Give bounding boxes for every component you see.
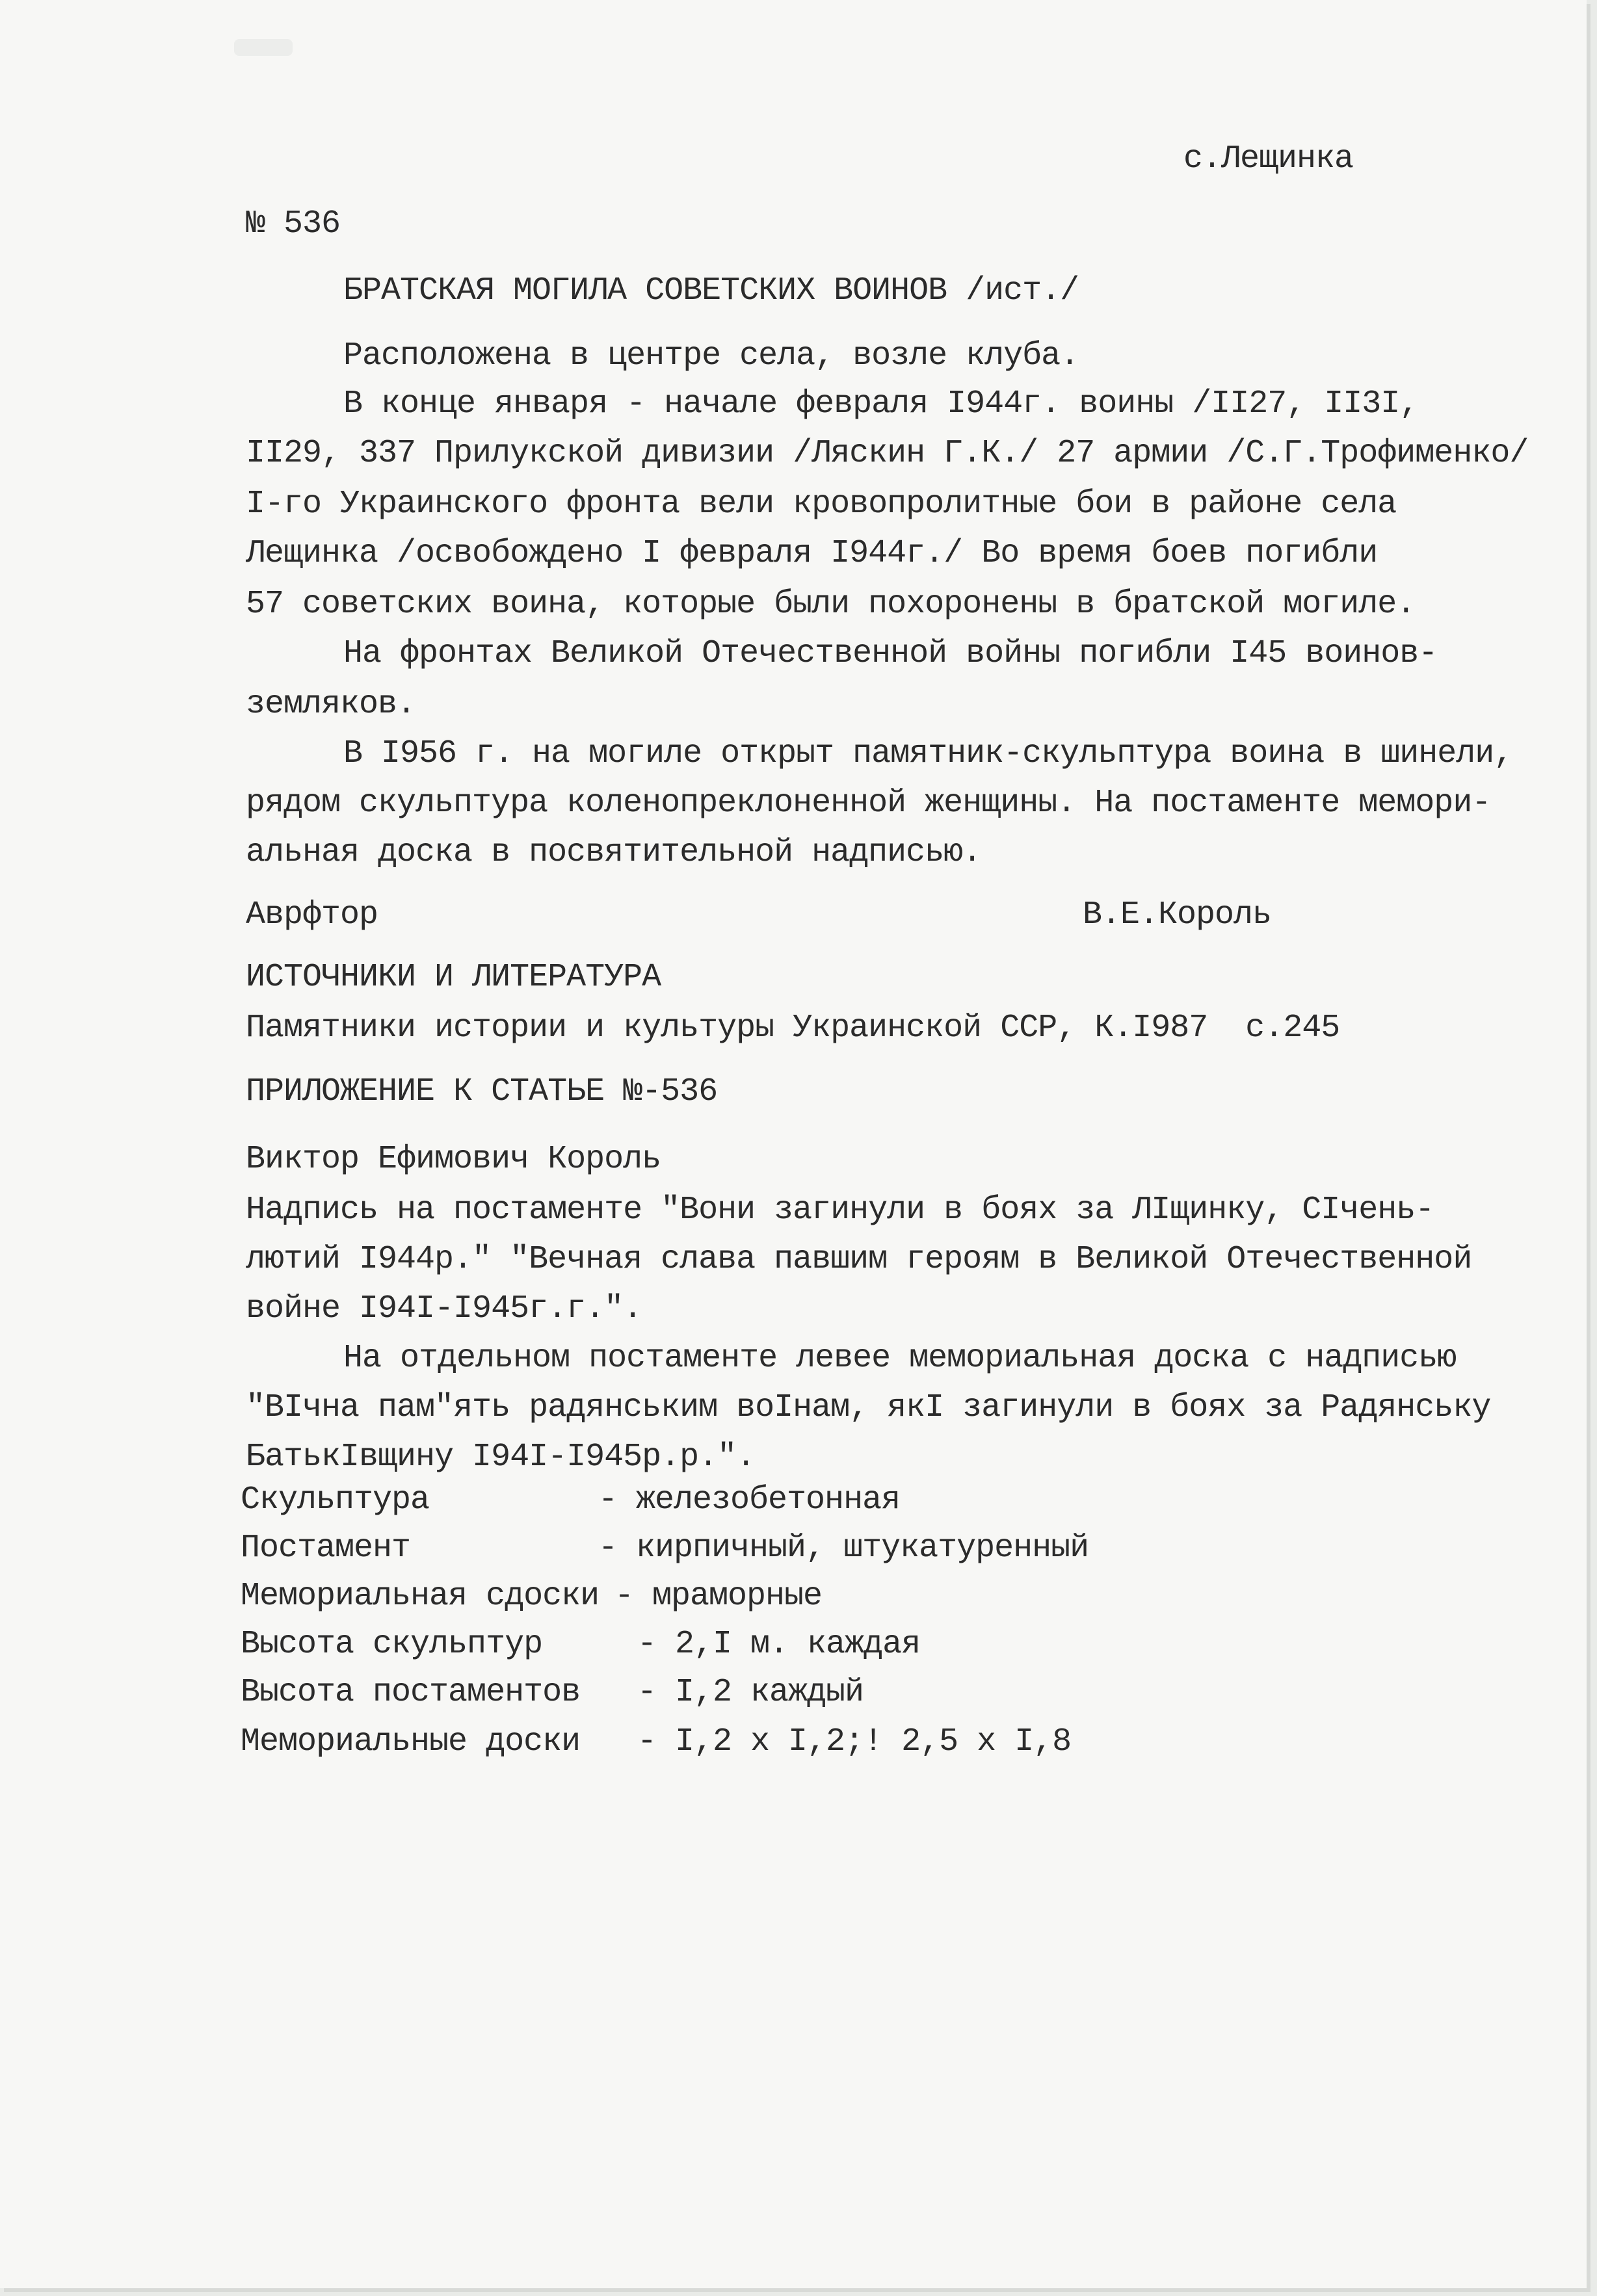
spec-label: Высота постаментов (241, 1674, 581, 1711)
spec-label: Высота скульптур (241, 1626, 543, 1663)
spec-label: Скульптура (241, 1481, 430, 1519)
body-line: 57 советских воина, которые были похоронены в братской могиле. (246, 586, 1416, 623)
body-line: Расположена в центре села, возле клуба. (343, 337, 1079, 374)
body-line: Лещинка /освобождено I февраля I944г./ Во время боев погибли (246, 535, 1378, 572)
body-line: В конце января - начале февраля I944г. воины /II27, II3I, (343, 385, 1419, 423)
document-title: БРАТСКАЯ МОГИЛА СОВЕТСКИХ ВОИНОВ /ист./ (343, 272, 1079, 309)
spec-value: - 2,I м. каждая (637, 1626, 921, 1663)
spec-label: Мемориальная сдоски (241, 1578, 600, 1615)
spec-value: - I,2 x I,2;! 2,5 x I,8 (637, 1723, 1072, 1760)
appendix-line: На отдельном постаменте левее мемориальная доска с надписью (343, 1340, 1457, 1377)
body-line: II29, 337 Прилукской дивизии /Ляскин Г.К./ 27 армии /С.Г.Трофименко/ (246, 435, 1529, 472)
appendix-line: Надпись на постаменте "Вони загинули в боях за ЛІщинку, СІчень- (246, 1192, 1434, 1229)
spec-label: Постамент (241, 1530, 411, 1567)
article-number: № 536 (246, 205, 341, 242)
body-line: На фронтах Великой Отечественной войны погибли I45 воинов- (343, 635, 1438, 672)
body-line: I-го Украинского фронта вели кровопролитные бои в районе села (246, 486, 1397, 523)
author-label: Аврфтор (246, 896, 378, 933)
body-line: земляков. (246, 686, 416, 723)
appendix-line: "ВІчна пам"ять радянським воІнам, якІ загинули в боях за Радянську (246, 1389, 1491, 1426)
appendix-line: лютий I944р." "Вечная слава павшим героям в Великой Отечественной (246, 1241, 1472, 1278)
body-line: альная доска в посвятительной надписью. (246, 834, 982, 871)
appendix-line: войне I94I-I945г.г.". (246, 1290, 642, 1327)
spec-value: - мраморные (614, 1578, 823, 1615)
sources-heading: ИСТОЧНИКИ И ЛИТЕРАТУРА (246, 959, 661, 996)
village-name: с.Лещинка (1183, 140, 1354, 177)
body-line: рядом скульптура коленопреклоненной женщины. На постаменте мемори- (246, 785, 1491, 822)
source-entry: Памятники истории и культуры Украинской ССР, К.I987 с.245 (246, 1010, 1340, 1047)
appendix-author: Виктор Ефимович Король (246, 1141, 661, 1178)
spec-value: - I,2 каждый (637, 1674, 864, 1711)
body-line: В I956 г. на могиле открыт памятник-скульптура воина в шинели, (343, 735, 1513, 772)
author-name: В.Е.Король (1083, 896, 1272, 933)
appendix-line: БатькІвщину I94I-I945р.р.". (246, 1439, 756, 1476)
spec-value: - кирпичный, штукатуренный (598, 1530, 1089, 1567)
appendix-heading: ПРИЛОЖЕНИЕ К СТАТЬЕ №-536 (246, 1073, 718, 1110)
spec-value: - железобетонная (598, 1481, 901, 1519)
spec-label: Мемориальные доски (241, 1723, 581, 1760)
paper-smudge (234, 39, 293, 56)
